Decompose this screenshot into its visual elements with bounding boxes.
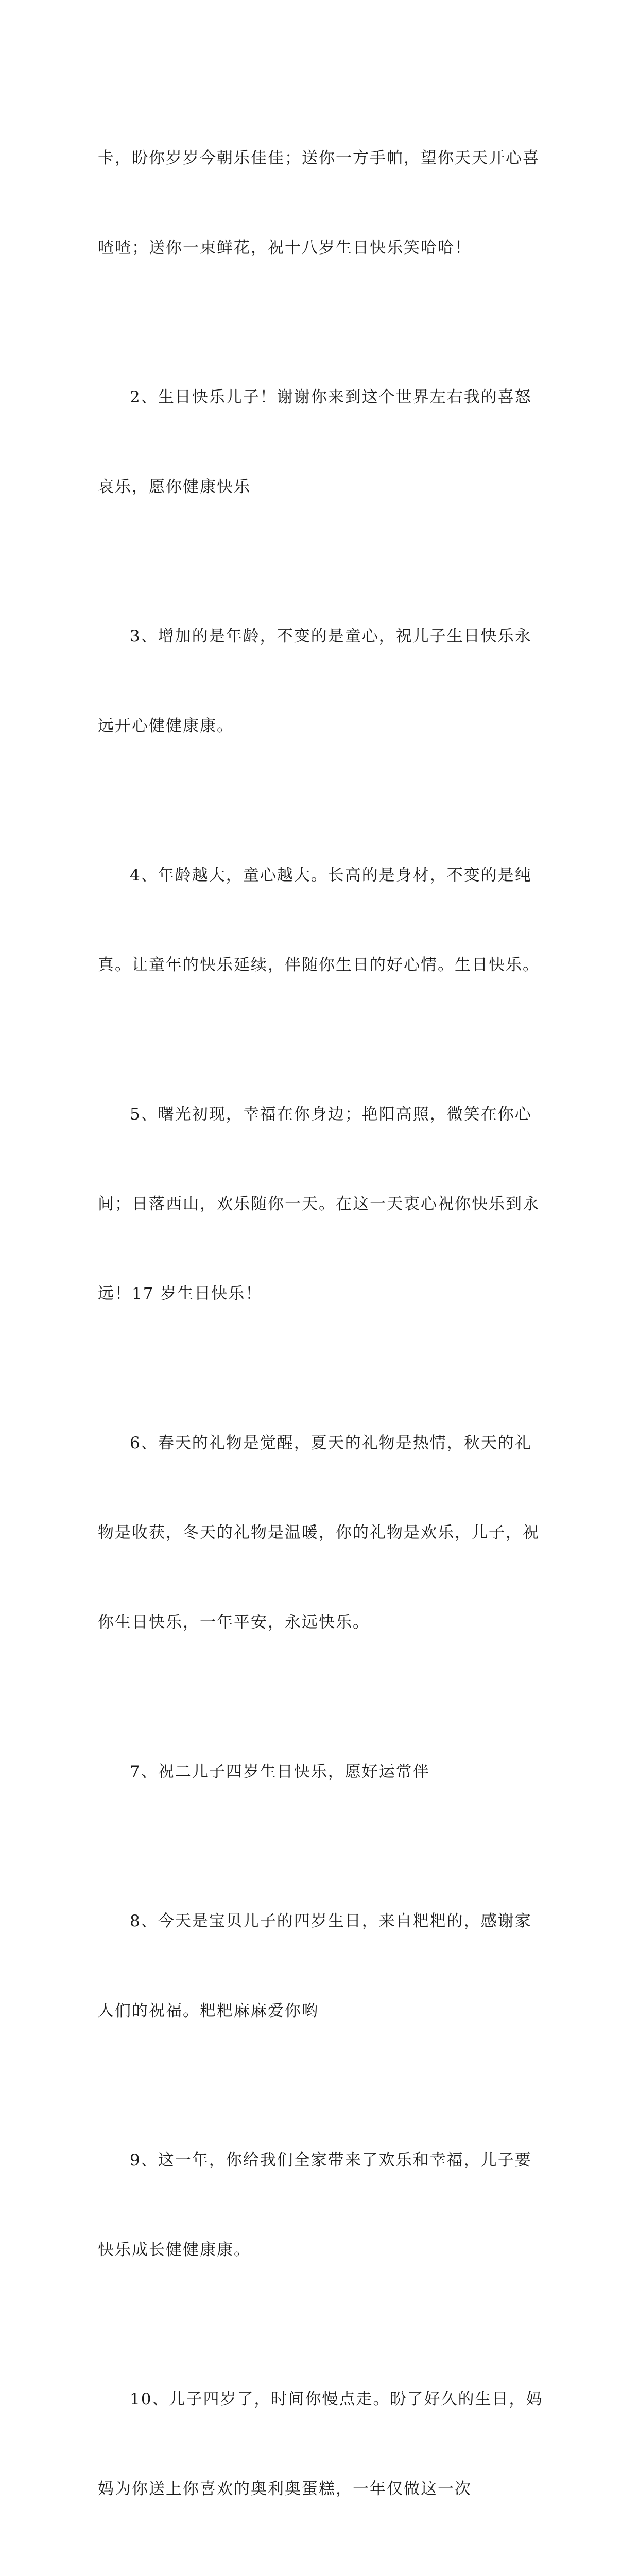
paragraph-line: 喳喳；送你一束鲜花，祝十八岁生日快乐笑哈哈！: [98, 239, 472, 257]
paragraph-line: 哀乐，愿你健康快乐: [98, 478, 251, 496]
paragraph-line: 4、年龄越大，童心越大。长高的是身材，不变的是纯: [130, 866, 532, 885]
paragraph-8: [98, 1846, 551, 2086]
paragraph-line: 2、生日快乐儿子！谢谢你来到这个世界左右我的喜怒: [130, 388, 532, 406]
paragraph-2: [98, 323, 551, 562]
paragraph-line: 物是收获，冬天的礼物是温暖，你的礼物是欢乐，儿子，祝: [98, 1523, 540, 1542]
paragraph-line: 卡，盼你岁岁今朝乐佳佳；送你一方手帕，望你天天开心喜: [98, 149, 540, 167]
paragraph-line: 远开心健健康康。: [98, 717, 234, 735]
paragraph-3: [98, 562, 551, 801]
paragraph-line: 你生日快乐，一年平安，永远快乐。: [98, 1613, 370, 1632]
paragraph-line: 远！17 岁生日快乐！: [98, 1284, 263, 1303]
paragraph-7: [98, 1697, 551, 1846]
paragraph-line: 5、曙光初现，幸福在你身边；艳阳高照，微笑在你心: [130, 1105, 532, 1124]
paragraph-line: 8、今天是宝贝儿子的四岁生日，来自粑粑的，感谢家: [130, 1912, 532, 1930]
paragraph-6: [98, 1368, 551, 1697]
paragraph-line: 10、儿子四岁了，时间你慢点走。盼了好久的生日，妈: [130, 2390, 543, 2409]
paragraph-line: 快乐成长健健康康。: [98, 2241, 251, 2259]
paragraph-4: [98, 801, 551, 1040]
paragraph-line: 9、这一年，你给我们全家带来了欢乐和幸福，儿子要: [130, 2151, 532, 2170]
paragraph-9: [98, 2086, 551, 2325]
document-body: [98, 83, 551, 2576]
paragraph-1: [98, 83, 551, 323]
paragraph-11: [98, 2564, 551, 2576]
paragraph-line: 3、增加的是年龄，不变的是童心，祝儿子生日快乐永: [130, 627, 532, 646]
paragraph-10: [98, 2325, 551, 2564]
paragraph-line: 真。让童年的快乐延续，伴随你生日的好心情。生日快乐。: [98, 956, 540, 974]
paragraph-5: [98, 1040, 551, 1368]
paragraph-line: 间；日落西山，欢乐随你一天。在这一天衷心祝你快乐到永: [98, 1195, 540, 1213]
paragraph-line: 7、祝二儿子四岁生日快乐，愿好运常伴: [130, 1762, 430, 1781]
paragraph-line: 人们的祝福。粑粑麻麻爱你哟: [98, 2002, 319, 2020]
paragraph-line: 6、春天的礼物是觉醒，夏天的礼物是热情，秋天的礼: [130, 1434, 532, 1452]
paragraph-line: 妈为你送上你喜欢的奥利奥蛋糕，一年仅做这一次: [98, 2480, 472, 2498]
